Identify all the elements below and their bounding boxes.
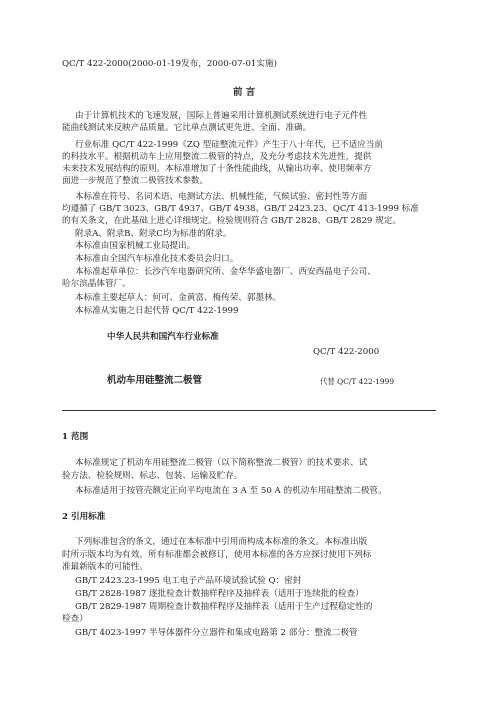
foreword-line: 本标准起草单位：长沙汽车电器研究所、金华华盛电器厂、西安西晶电子公司、 — [75, 267, 376, 277]
foreword-line: 面进一步规范了整流二极管技术参数。 — [62, 176, 209, 186]
issuing-organization: 中华人民共和国汽车行业标准 — [107, 332, 219, 342]
section-heading-scope: 1 范围 — [62, 432, 89, 442]
section-heading-references: 2 引用标准 — [62, 512, 106, 522]
references-line: 时所示版本均为有效。所有标准都会被修订，使用本标准的各方应探讨使用下列标 — [62, 550, 372, 560]
foreword-line: 的有关条文，在此基础上进心详细规定。检验规则符合 GB/T 2828、GB/T 2829 规定。 — [62, 216, 401, 226]
reference-item: GB/T 2423.23-1995 电工电子产品环境试验试验 Q：密封 — [75, 576, 302, 586]
scope-line: 本标准规定了机动车用硅整流二极管（以下简称整流二极管）的技术要求、试 — [75, 458, 368, 468]
reference-item: GB/T 2829-1987 周期检查计数抽样程序及抽样表（适用于生产过程稳定性的 — [75, 602, 373, 612]
references-line: 下列标准包含的条文，通过在本标准中引用而构成本标准的条文。本标准出版 — [75, 537, 368, 547]
standard-title: 机动车用硅整流二极管 — [107, 375, 203, 386]
horizontal-divider — [62, 410, 436, 411]
foreword-line: 的科技水平。根据机动车上应用整流二极管的特点，及充分考虑技术先进性，提供 — [62, 152, 372, 162]
foreword-line: 附录A、附录B、附录C均为标准的附录。 — [75, 229, 232, 239]
foreword-line: 行业标准 QC/T 422-1999《ZQ 型硅整流元件》产生于八十年代，已不适应当前 — [75, 140, 384, 150]
foreword-line: 未来技术发展结构的原则。本标准增加了十条性能曲线，从输出功率、使用频率方 — [62, 164, 372, 174]
foreword-line: 本标准在符号、名词术语、电测试方法、机械性能，气候试验、密封性等方面 — [75, 192, 368, 202]
scope-line: 本标准适用于按管壳额定正向平均电流在 3 A 至 50 A 的机动车用硅整流二极管。 — [75, 486, 387, 496]
standard-code: QC/T 422-2000 — [313, 347, 380, 357]
foreword-line: 本标准从实施之日起代替 QC/T 422-1999 — [75, 306, 239, 316]
foreword-title: 前 言 — [233, 87, 256, 98]
foreword-line: 本标准由全国汽车标准化技术委员会归口。 — [75, 254, 239, 264]
foreword-line: 哈尔滨晶体管厂。 — [62, 279, 131, 289]
foreword-line: 能曲线测试来反映产品质量。它比单点测试更先进、全面、准确。 — [62, 123, 312, 133]
reference-item-continued: 检查） — [62, 614, 88, 624]
replaces-note: 代替 QC/T 422-1999 — [320, 377, 395, 386]
foreword-line: 本标准由国家机械工业局提出。 — [75, 241, 196, 251]
references-line: 准最新版本的可能性。 — [62, 562, 148, 572]
reference-item: GB/T 2828-1987 逐批检查计数抽样程序及抽样表（适用于连续批的检查） — [75, 589, 364, 599]
standard-header-line: QC/T 422-2000(2000-01-19发布，2000-07-01实施) — [62, 59, 277, 69]
foreword-line: 均遵循了 GB/T 3023、GB/T 4937、GB/T 4938、GB/T 2423.23、QC/T 413-1999 标准 — [62, 204, 419, 214]
foreword-line: 本标准主要起草人：何可、金黄富、梅传荣、郭墨林。 — [75, 293, 282, 303]
reference-item: GB/T 4023-1997 半导体器件分立器件和集成电路第 2 部分：整流二极管 — [75, 628, 358, 638]
scope-line: 验方法、检验规则、标志、包装、运输及贮存。 — [62, 471, 243, 481]
foreword-line: 由于计算机技术的飞速发展，国际上普遍采用计算机测试系统进行电子元件性 — [75, 111, 368, 121]
